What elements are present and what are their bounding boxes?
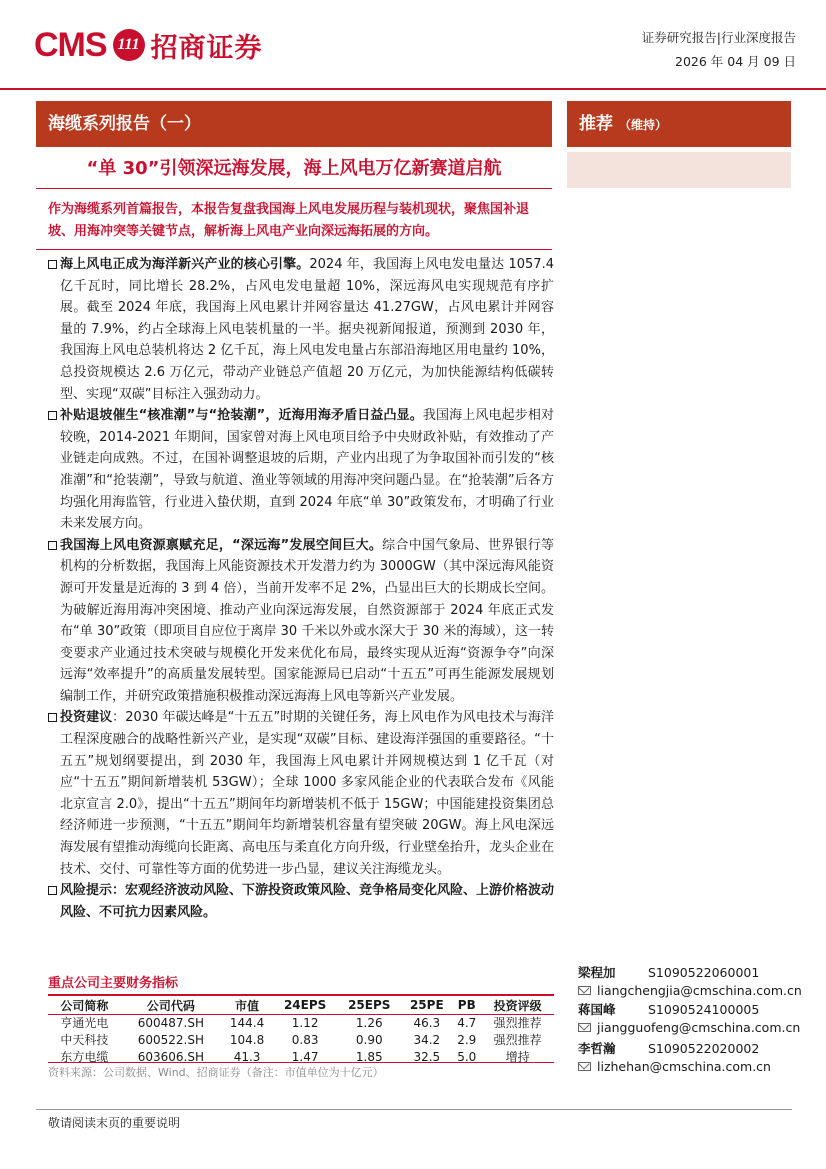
table-header-cell: 投资评级 — [493, 998, 542, 1013]
table-cell: 0.83 — [291, 1032, 319, 1047]
table-cell: 603606.SH — [137, 1049, 204, 1064]
analyst-1-email — [578, 983, 802, 998]
paragraph-1 — [48, 254, 554, 405]
table-cell: 1.47 — [291, 1049, 319, 1064]
table-header-cell: 市值 — [235, 998, 260, 1013]
analyst-name: 蒋国峰 — [578, 1002, 616, 1017]
table-cell: 增持 — [505, 1050, 530, 1064]
paragraph-text: 我国海上风电起步相对较晚，2014-2021 年期间，国家曾对海上风电项目给予中央财政补贴，有效推动了产业链走向成熟。不过，在国补调整退坡的后期，产业内出现了为争取国补而引发的“核准潮”和“抢装潮”，导致与航道、渔业等领域的用海冲突问题凸显。在“抢装潮”后各方均强化用海监管，行业进入蛰伏期，直到 2024 年底“单 30”政策发布，才明确了行业未来发展方向。 — [60, 408, 554, 532]
analyst-3-email — [578, 1059, 771, 1074]
table-header-cell: 24EPS — [283, 998, 327, 1012]
title-divider — [36, 188, 552, 189]
analyst-id: S1090524100005 — [648, 1002, 760, 1017]
table-cell: 强烈推荐 — [493, 1016, 542, 1030]
paragraph-text: 2024 年，我国海上风电发电量达 1057.4 亿千瓦时，同比增长 28.2%，占风电发电量超 10%，深远海风电实现规范有序扩展。截至 2024 年底，我国海上风电累计并网容量达 41.27GW，占风电累计并网容量的 7.9%，约占全球海上风电装机量的一半。据央视新闻报道，预测到 2030 年，我国海上风电总装机将达 2 亿千瓦，海上风电发电量占东部沿海地区用电量约 10%，总投资规模达 2.6 万亿元，带动产业链总产值超 20 万亿元，为加快能源结构低碳转型、实现“双碳”目标注入强劲动力。 — [60, 257, 554, 402]
table-cell: 4.7 — [457, 1015, 477, 1030]
table-cell: 41.3 — [233, 1049, 261, 1064]
paragraph-risk — [48, 880, 554, 923]
paragraph-lead: 补贴退坡催生“核准潮”与“抢装潮”，近海用海矛盾日益凸显。 — [60, 408, 423, 424]
table-header-cell: 公司简称 — [60, 998, 109, 1013]
header-divider — [0, 88, 826, 90]
table-cell: 1.12 — [291, 1015, 319, 1030]
rating-label: 推荐 — [579, 114, 613, 134]
table-source-note: 资料来源：公司数据、Wind、招商证券（备注：市值单位为十亿元） — [48, 1066, 384, 1079]
table-cell: 144.4 — [229, 1015, 265, 1030]
table-header-row — [48, 996, 554, 1014]
paragraph-text: 综合中国气象局、世界银行等机构的分析数据，我国海上风能资源技术开发潜力约为 3000GW（其中深远海风能资源可开发量是近海的 3 到 4 倍），当前开发率不足 2%，凸显出巨大的长期成长空间。为破解近海用海冲突困境、推动产业向深远海发展，自然资源部于 2024 年底正式发布“单 30”政策（即项目自应位于离岸 30 千米以外或水深大于 30 米的海域），这一转变要求产业通过技术突破与规模化开发来优化布局，最终实现从近海“资源争夺”向深远海“效率提升”的高质量发展转型。国家能源局已启动“十五五”可再生能源发展规划编制工作，并研究政策措施积极推动深远海海上风电等新兴产业发展。 — [60, 537, 554, 704]
mail-icon — [578, 1023, 591, 1032]
financial-table — [48, 996, 554, 1065]
analyst-email-text: liangchengjia@cmschina.com.cn — [597, 983, 802, 998]
analyst-name: 李哲瀚 — [578, 1041, 616, 1056]
paragraph-lead: 风险提示：宏观经济波动风险、下游投资政策风险、竞争格局变化风险、上游价格波动风险、不可抗力因素风险。 — [60, 883, 555, 920]
table-cell: 600522.SH — [137, 1032, 204, 1047]
table-cell: 600487.SH — [137, 1015, 204, 1030]
mail-icon — [578, 1062, 591, 1071]
table-title: 重点公司主要财务指标 — [48, 976, 179, 991]
rating-sub-panel — [567, 152, 791, 188]
report-title: “单 30”引领深远海发展，海上风电万亿新赛道启航 — [86, 158, 502, 179]
paragraph-text: ：2030 年碳达峰是“十五五”时期的关键任务，海上风电作为风电技术与海洋工程深度融合的战略性新兴产业，是实现“双碳”目标、建设海洋强国的重要路径。“十五五”规划纲要提出，到 2030 年，我国海上风电累计并网规模达到 1 亿千瓦（对应“十五五”期间新增装机 53GW）；全球 1000 多家风能企业的代表联合发布《风能北京宣言 2.0》，提出“十五五”期间年均新增装机不低于 15GW；中国能建投资集团总经济师进一步预测，“十五五”期间年均新增装机容量有望突破 20GW。海上风电深远海发展有望推动海缆向长距离、高电压与柔直化方向升级，行业壁垒抬升，龙头企业在技术、交付、可靠性等方面的优势进一步凸显，建议关注海缆龙头。 — [60, 710, 555, 877]
checkbox-bullet-icon — [48, 541, 57, 550]
report-type: 证券研究报告|行业深度报告 — [641, 30, 796, 45]
mail-icon — [578, 986, 591, 995]
table-cell: 1.26 — [355, 1015, 383, 1030]
paragraph-2 — [48, 405, 554, 535]
paragraph-lead: 我国海上风电资源禀赋充足，“深远海”发展空间巨大。 — [60, 537, 383, 553]
table-cell: 32.5 — [413, 1049, 441, 1064]
table-header-cell: PB — [457, 998, 476, 1012]
summary-divider — [36, 249, 552, 250]
table-header-cell: 公司代码 — [146, 998, 195, 1013]
logo-cms-text: CMS — [34, 25, 107, 64]
logo-cn-text: 招商证券 — [150, 32, 263, 64]
logo-mark-icon: 111 — [113, 29, 145, 61]
paragraph-3 — [48, 535, 554, 708]
table-cell: 强烈推荐 — [493, 1033, 542, 1047]
table-cell: 104.8 — [229, 1032, 265, 1047]
checkbox-bullet-icon — [48, 713, 57, 722]
rating-note: （维持） — [619, 118, 668, 132]
series-title-bar: 海缆系列报告（一） — [36, 101, 552, 147]
analyst-2-email — [578, 1020, 800, 1035]
report-body — [48, 254, 554, 923]
footer-disclaimer: 敬请阅读末页的重要说明 — [48, 1116, 181, 1130]
checkbox-bullet-icon — [48, 411, 57, 420]
rating-bar — [567, 101, 791, 147]
analyst-1 — [578, 963, 759, 981]
table-cell: 0.90 — [355, 1032, 383, 1047]
analyst-name: 梁程加 — [578, 965, 616, 980]
analyst-3 — [578, 1039, 759, 1057]
table-cell: 亨通光电 — [60, 1016, 109, 1030]
table-cell: 1.85 — [355, 1049, 383, 1064]
analyst-2 — [578, 1000, 759, 1018]
table-cell: 46.3 — [413, 1015, 441, 1030]
table-row — [48, 1048, 554, 1065]
checkbox-bullet-icon — [48, 260, 57, 269]
table-header-cell: 25PE — [409, 998, 444, 1012]
table-cell: 中天科技 — [60, 1033, 109, 1047]
paragraph-lead: 投资建议 — [60, 710, 113, 726]
analyst-id: S1090522060001 — [648, 965, 760, 980]
table-cell: 5.0 — [457, 1049, 477, 1064]
footer-divider — [36, 1109, 792, 1110]
report-date: 2026 年 04 月 09 日 — [675, 54, 796, 69]
table-row — [48, 1014, 554, 1031]
table-header-cell: 25EPS — [348, 998, 391, 1012]
paragraph-4 — [48, 707, 554, 880]
header-meta — [642, 26, 796, 74]
cms-logo — [34, 22, 263, 68]
table-row — [48, 1031, 554, 1048]
analyst-email-text: lizhehan@cmschina.com.cn — [597, 1059, 771, 1074]
table-cell: 2.9 — [457, 1032, 477, 1047]
table-cell: 东方电缆 — [60, 1050, 109, 1064]
analyst-id: S1090522020002 — [648, 1041, 760, 1056]
analyst-email-text: jiangguofeng@cmschina.com.cn — [597, 1020, 801, 1035]
report-summary: 作为海缆系列首篇报告，本报告复盘我国海上风电发展历程与装机现状，聚焦国补退坡、用海冲突等关键节点，解析海上风电产业向深远海拓展的方向。 — [48, 202, 530, 239]
table-cell: 34.2 — [413, 1032, 441, 1047]
checkbox-bullet-icon — [48, 886, 57, 895]
paragraph-lead: 海上风电正成为海洋新兴产业的核心引擎。 — [60, 257, 310, 272]
